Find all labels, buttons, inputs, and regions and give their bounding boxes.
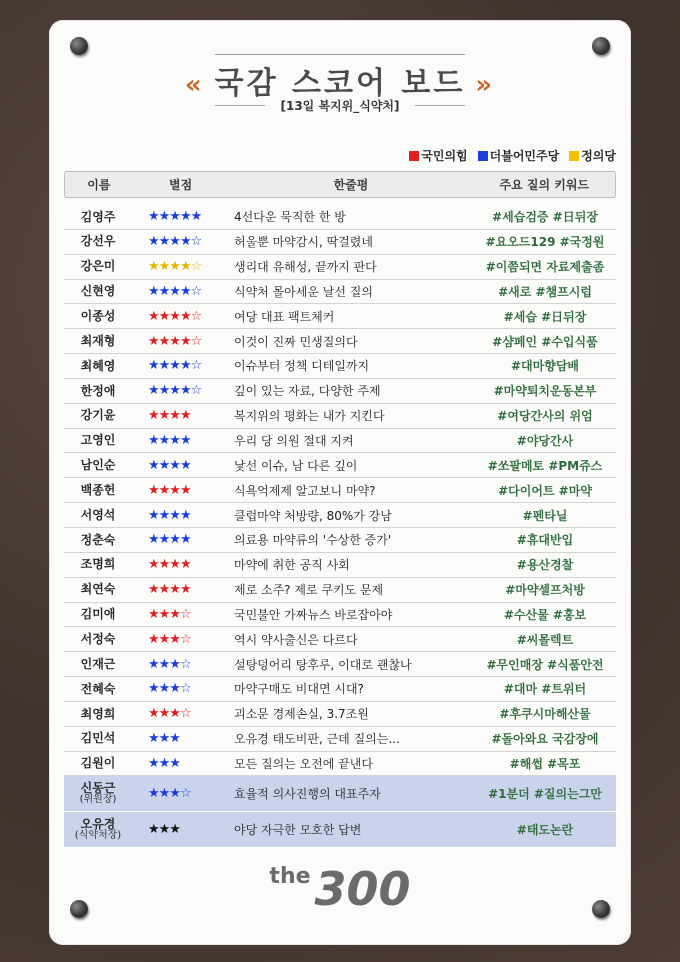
member-name-text: 김영주 — [80, 209, 116, 224]
title-text: 국감 스코어 보드 — [214, 66, 466, 101]
star-rating: ★★★★☆ — [148, 308, 202, 324]
star-rating: ★★★★☆ — [148, 259, 202, 275]
member-role: (위원장) — [79, 793, 117, 805]
star-rating: ★★★☆ — [148, 631, 191, 647]
one-line-review: 모든 질의는 오전에 끝낸다 — [234, 756, 373, 771]
member-name — [64, 434, 132, 447]
member-name-text: 강은미 — [80, 259, 116, 274]
one-line-review: 여당 대표 팩트체커 — [234, 309, 335, 324]
member-name-text: 강기윤 — [80, 408, 116, 423]
table-row — [64, 553, 616, 578]
table-row — [64, 776, 616, 812]
table-row — [64, 453, 616, 478]
member-name — [64, 285, 132, 298]
member-name — [64, 260, 132, 273]
member-name — [64, 235, 132, 248]
star-rating: ★★★☆ — [148, 786, 191, 802]
member-name-text: 최재형 — [80, 333, 116, 348]
star-rating: ★★★★ — [148, 433, 191, 449]
keywords: #후쿠시마해산물 — [499, 707, 591, 722]
keywords: #펜타닐 — [522, 508, 568, 523]
keywords: #야당간사 — [516, 434, 574, 449]
keywords: #1분더 #질의는그만 — [488, 787, 602, 802]
member-name — [64, 534, 132, 547]
member-name-text: 이종성 — [80, 309, 116, 323]
header-name: 이름 — [87, 178, 111, 192]
keywords: #세습검증 #日뒤장 — [492, 210, 598, 225]
one-line-review: 허울뿐 마약감시, 딱걸렸네 — [234, 235, 373, 250]
member-name — [64, 310, 132, 323]
one-line-review: 마약구매도 비대면 시대? — [234, 682, 364, 697]
member-name-text: 최연숙 — [80, 582, 116, 597]
one-line-review: 마약에 취한 공직 사회 — [234, 558, 350, 573]
one-line-review: 의료용 마약류의 '수상한 증가' — [234, 533, 392, 548]
member-name — [64, 509, 132, 522]
party-legend — [409, 147, 616, 164]
keywords: #용산경찰 — [516, 558, 574, 573]
header-stars: 별점 — [168, 178, 193, 192]
member-name-text: 김미애 — [80, 607, 116, 622]
star-rating: ★★★★ — [148, 408, 191, 424]
table-row — [64, 255, 616, 280]
title-mark-right: » — [475, 70, 496, 100]
one-line-review: 야당 자극한 모호한 답변 — [234, 823, 362, 838]
keywords: #무인매장 #식품안전 — [486, 657, 604, 672]
table-row — [64, 812, 616, 848]
score-table — [64, 205, 616, 848]
table-row — [64, 603, 616, 628]
star-rating: ★★★★ — [148, 457, 191, 473]
star-rating: ★★★★☆ — [148, 358, 202, 374]
member-name — [64, 335, 132, 348]
table-row — [64, 404, 616, 429]
table-row — [64, 379, 616, 404]
star-rating: ★★★★ — [148, 582, 191, 598]
star-rating: ★★★★☆ — [148, 283, 202, 299]
member-name-text: 오유경 — [80, 817, 116, 832]
keywords: #세습 #日뒤장 — [503, 309, 587, 324]
member-name — [64, 658, 132, 671]
one-line-review: 오유경 태도비판, 근데 질의는... — [234, 732, 400, 747]
title-top-rule — [215, 54, 465, 55]
one-line-review: 식약처 몰아세운 날선 질의 — [234, 284, 373, 299]
star-rating: ★★★☆ — [148, 656, 191, 672]
keywords: #씨몰렉트 — [516, 632, 574, 647]
table-row — [64, 478, 616, 503]
one-line-review: 우리 당 의원 절대 지켜 — [234, 434, 354, 449]
member-name-text: 백종헌 — [80, 482, 116, 497]
member-name — [64, 608, 132, 621]
table-row — [64, 329, 616, 354]
member-name — [64, 583, 132, 596]
keywords: #마약퇴치운동본부 — [493, 384, 597, 399]
one-line-review: 4선다운 묵직한 한 방 — [234, 210, 346, 225]
keywords: #여당간사의 위엄 — [497, 409, 593, 424]
one-line-review: 식욕억제제 알고보니 마약? — [234, 483, 376, 498]
logo-number: 300 — [314, 862, 411, 916]
member-name-text: 전혜숙 — [80, 681, 116, 696]
member-name-text: 한정애 — [80, 383, 116, 398]
star-rating: ★★★ — [148, 755, 180, 771]
one-line-review: 역시 약사출신은 다르다 — [234, 632, 358, 647]
table-row — [64, 230, 616, 255]
member-name — [64, 558, 132, 571]
legend-swatch — [409, 151, 419, 161]
member-name-text: 신현영 — [80, 284, 116, 299]
table-row — [64, 677, 616, 702]
header-keywords: 주요 질의 키워드 — [499, 178, 590, 192]
keywords: #새로 #챔프시럽 — [498, 284, 592, 299]
keywords: #해썹 #목포 — [509, 756, 581, 771]
keywords: #대마향담배 — [510, 359, 579, 374]
member-name — [64, 459, 132, 472]
subtitle: [13일 복지위_식약처] — [280, 99, 400, 113]
member-name — [64, 683, 132, 696]
keywords: #휴대반입 — [516, 533, 574, 548]
legend-label: 더불어민주당 — [489, 149, 560, 163]
star-rating: ★★★★☆ — [148, 383, 202, 399]
legend-item — [409, 147, 467, 164]
the300-logo — [0, 862, 680, 916]
keywords: #이쯤되면 자료제출좀 — [485, 260, 605, 275]
member-name — [64, 211, 132, 224]
member-name — [64, 409, 132, 422]
one-line-review: 괴소문 경제손실, 3.7조원 — [234, 707, 369, 722]
star-rating: ★★★★★ — [148, 209, 202, 225]
pin-top-left — [70, 37, 88, 55]
one-line-review: 제로 소주? 제로 쿠키도 문제 — [234, 583, 384, 598]
table-row — [64, 304, 616, 329]
star-rating: ★★★★☆ — [148, 333, 202, 349]
one-line-review: 이슈부터 정책 디테일까지 — [234, 359, 370, 374]
page-title — [0, 58, 680, 102]
legend-item — [478, 147, 560, 164]
member-role: (식약처장) — [74, 829, 122, 841]
table-row — [64, 354, 616, 379]
header-comment: 한줄평 — [333, 178, 369, 192]
star-rating: ★★★★ — [148, 507, 191, 523]
legend-label: 국민의힘 — [421, 149, 468, 163]
star-rating: ★★★★ — [148, 557, 191, 573]
member-name-text: 정춘숙 — [80, 532, 116, 547]
legend-item — [569, 147, 616, 164]
star-rating: ★★★☆ — [148, 706, 191, 722]
one-line-review: 이것이 진짜 민생질의다 — [234, 334, 358, 349]
star-rating: ★★★☆ — [148, 606, 191, 622]
member-name-text: 서정숙 — [80, 631, 116, 646]
table-row — [64, 280, 616, 305]
table-row — [64, 727, 616, 752]
member-name — [64, 633, 132, 646]
member-name-text: 김민석 — [80, 731, 116, 746]
legend-swatch — [569, 151, 579, 161]
table-header — [64, 171, 616, 198]
legend-label: 정의당 — [581, 149, 616, 163]
member-name — [64, 385, 132, 398]
table-row — [64, 752, 616, 777]
member-name-text: 최영희 — [80, 706, 116, 721]
member-name-text: 김원이 — [80, 756, 116, 771]
table-row — [64, 528, 616, 553]
member-name — [64, 484, 132, 497]
one-line-review: 효율적 의사진행의 대표주자 — [234, 787, 381, 802]
keywords: #샴페인 #수입식품 — [492, 334, 598, 349]
table-row — [64, 652, 616, 677]
member-name — [64, 818, 132, 841]
star-rating: ★★★★☆ — [148, 234, 202, 250]
member-name-text: 신동근 — [80, 781, 116, 796]
one-line-review: 국민불안 가짜뉴스 바로잡아야 — [234, 607, 393, 622]
member-name — [64, 757, 132, 770]
keywords: #대마 #트위터 — [503, 682, 587, 697]
table-row — [64, 205, 616, 230]
member-name-text: 남인순 — [80, 458, 116, 473]
one-line-review: 낯선 이슈, 남 다른 깊이 — [234, 458, 358, 473]
keywords: #요오드129 #국정원 — [485, 235, 605, 250]
keywords: #수산물 #홍보 — [503, 607, 587, 622]
keywords: #쏘팔메토 #PM쥬스 — [487, 458, 603, 473]
star-rating: ★★★★ — [148, 482, 191, 498]
logo-prefix: the — [269, 864, 311, 889]
star-rating: ★★★ — [148, 822, 180, 838]
legend-swatch — [478, 151, 488, 161]
member-name — [64, 732, 132, 745]
member-name-text: 강선우 — [80, 234, 116, 249]
pin-top-right — [592, 37, 610, 55]
member-name — [64, 708, 132, 721]
member-name — [64, 782, 132, 805]
one-line-review: 생리대 유해성, 끝까지 판다 — [234, 260, 377, 275]
keywords: #마약셀프처방 — [505, 583, 585, 598]
member-name-text: 서영석 — [80, 507, 116, 522]
table-row — [64, 429, 616, 454]
keywords: #태도논란 — [516, 823, 574, 838]
keywords: #돌아와요 국감장에 — [491, 732, 599, 747]
one-line-review: 클럽마약 처방량, 80%가 강남 — [234, 508, 392, 523]
member-name-text: 고영인 — [80, 433, 116, 448]
member-name-text: 최혜영 — [80, 358, 116, 373]
one-line-review: 설탕덩어리 탕후루, 이대로 괜찮나 — [234, 657, 412, 672]
star-rating: ★★★ — [148, 731, 180, 747]
member-name — [64, 360, 132, 373]
table-row — [64, 503, 616, 528]
table-row — [64, 627, 616, 652]
title-mark-left: « — [184, 70, 205, 100]
one-line-review: 깊이 있는 자료, 다양한 주제 — [234, 384, 381, 399]
star-rating: ★★★☆ — [148, 681, 191, 697]
keywords: #다이어트 #마약 — [498, 483, 592, 498]
star-rating: ★★★★ — [148, 532, 191, 548]
table-row — [64, 702, 616, 727]
table-row — [64, 578, 616, 603]
one-line-review: 복지위의 평화는 내가 지킨다 — [234, 409, 385, 424]
member-name-text: 조명희 — [80, 557, 116, 572]
member-name-text: 인재근 — [80, 656, 116, 671]
